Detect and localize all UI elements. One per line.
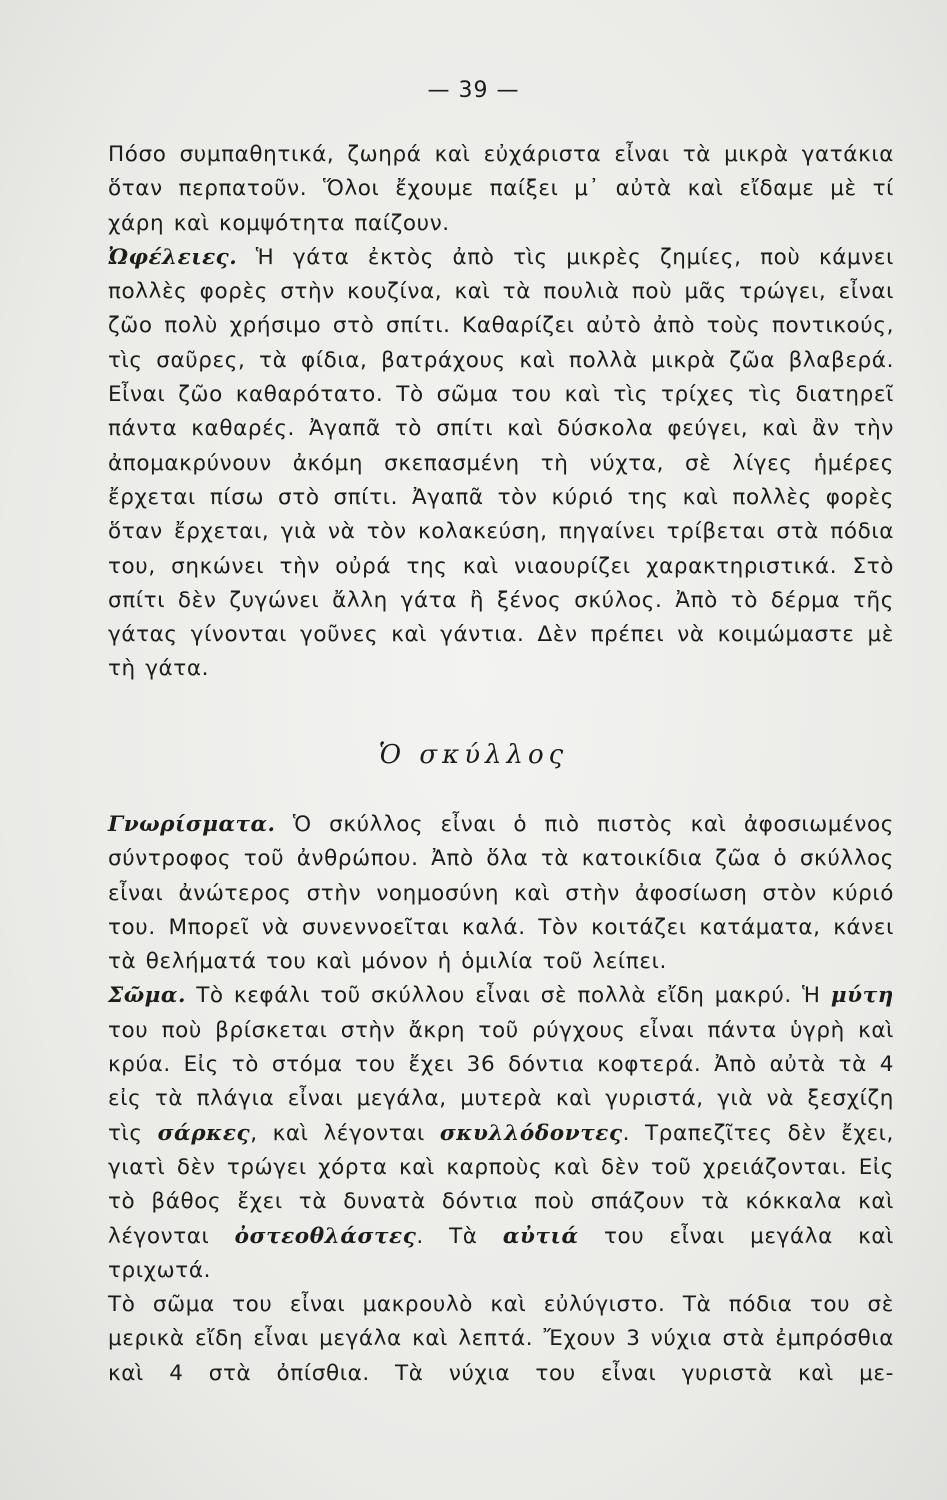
term-nose: μύτη — [830, 983, 894, 1009]
section-heading-dog: Ὁ σκύλλος — [378, 740, 569, 770]
paragraph-text: του ποὺ βρίσκεται στὴν ἄκρη τοῦ ρύγχους εἶναι πάντα ὑγρὴ καὶ κρύα. Εἰς τὸ στόμα του ἔχει 36 δόντια κοφτερά. Ἀπὸ αὐτὰ τὰ 4 εἰς τὰ πλάγια εἶναι μεγάλα, μυτερὰ καὶ γυριστά, γιὰ νὰ ξεσχίζη τὶς — [108, 1017, 894, 1146]
paragraph-text: . Τὰ — [416, 1223, 503, 1249]
paragraph-dog-legs — [108, 1288, 894, 1391]
term-ears: αὐτιά — [502, 1223, 579, 1249]
term-flesh: σάρκες — [157, 1120, 251, 1146]
page-number: — 39 — — [427, 78, 520, 103]
lead-term-features: Γνωρίσματα. — [108, 812, 276, 837]
term-bone-crushers: ὀστεοθλάστες — [234, 1223, 417, 1249]
paragraph-text: Ἡ γάτα ἐκτὸς ἀπὸ τὶς μικρὲς ζημίες, ποὺ κάμνει πολλὲς φορὲς στὴν κουζίνα, καὶ τὰ πουλιὰ ποὺ μᾶς τρώγει, εἶναι ζῶο πολὺ χρήσιμο στὸ σπίτι. Καθαρίζει αὐτὸ ἀπὸ τοὺς ποντικούς, τὶς σαῦρες, τὰ φίδια, βατράχους καὶ πολλὰ μικρὰ ζῶα βλαβερά. Εἶναι ζῶο καθαρότατο. Τὸ σῶμα του καὶ τὶς τρίχες τὶς διατηρεῖ πάντα καθαρές. Ἀγαπᾶ τὸ σπίτι καὶ δύσκολα φεύγει, καὶ ἂν τὴν ἀπομακρύνουν ἀκόμη σκεπασμένη τὴ νύχτα, σὲ λίγες ἡμέρες ἔρχεται πίσω στὸ σπίτι. Ἀγαπᾶ τὸν κύριό της καὶ πολλὲς φορὲς ὅταν ἔρχεται, γιὰ νὰ τὸν κολακεύση, πηγαίνει τρίβεται στὰ πόδια του, σηκώνει τὴν οὐρά της καὶ νιαουρίζει χαρακτηριστικά. Στὸ σπίτι δὲν ζυγώνει ἄλλη γάτα ἢ ξένος σκύλος. Ἀπὸ τὸ δέρμα τῆς γάτας γίνονται γοῦνες καὶ γάντια. Δὲν πρέπει νὰ κοιμώμαστε μὲ τὴ γάτα. — [108, 244, 894, 682]
term-canines: σκυλλόδοντες — [439, 1120, 623, 1146]
paragraph-text: Τὸ σῶμα του εἶναι μακρουλὸ καὶ εὐλύγιστο. Τὰ πόδια του σὲ μερικὰ εἴδη εἶναι μεγάλα καὶ λεπτά. Ἔχουν 3 νύχια στὰ ἐμπρόσθια καὶ 4 στὰ ὀπίσθια. Τὰ νύχια του εἶναι γυριστὰ καὶ με- — [108, 1292, 894, 1386]
cat-section — [108, 138, 894, 687]
paragraph-dog-features — [108, 808, 894, 979]
paragraph-text: . Τραπεζῖτες δὲν ἔχει, γιατὶ δὲν τρώγει χόρτα καὶ καρποὺς καὶ δὲν τοῦ χρειάζονται. Εἰς τὸ βάθος ἔχει τὰ δυνατὰ δόντια ποὺ σπάζουν τὰ κόκκαλα καὶ λέγονται — [108, 1120, 894, 1249]
paragraph-cat-benefits — [108, 241, 894, 687]
dog-section — [108, 808, 894, 1391]
paragraph-text: , καὶ λέγονται — [250, 1120, 440, 1146]
paragraph-text: Τὸ κεφάλι τοῦ σκύλλου εἶναι σὲ πολλὰ εἴδη μακρύ. Ἡ — [185, 983, 831, 1009]
paragraph-dog-body — [108, 979, 894, 1288]
lead-term-benefits: Ὠφέλειες. — [108, 244, 238, 270]
paragraph-text: του εἶναι μεγάλα καὶ τριχωτά. — [108, 1223, 894, 1283]
paragraph-cat-kittens — [108, 138, 894, 241]
lead-term-body: Σῶμα. — [108, 983, 186, 1009]
paragraph-text: Πόσο συμπαθητικά, ζωηρά καὶ εὐχάριστα εἶναι τὰ μικρὰ γατάκια ὅταν περπατοῦν. Ὅλοι ἔχουμε παίξει μ᾽ αὐτὰ καὶ εἴδαμε μὲ τί χάρη καὶ κομψότητα παίζουν. — [108, 142, 894, 236]
paragraph-text: Ὁ σκύλλος εἶναι ὁ πιὸ πιστὸς καὶ ἀφοσιωμένος σύντροφος τοῦ ἀνθρώπου. Ἀπὸ ὅλα τὰ κατοικίδια ζῶα ὁ σκύλλος εἶναι ἀνώτερος στὴν νοημοσύνη καὶ στὴν ἀφοσίωση στὸν κύριό του. Μπορεῖ νὰ συνεννοεῖται καλά. Τὸν κοιτάζει κατάματα, κάνει τὰ θελήματά του καὶ μόνον ἡ ὁμιλία τοῦ λείπει. — [108, 812, 894, 975]
